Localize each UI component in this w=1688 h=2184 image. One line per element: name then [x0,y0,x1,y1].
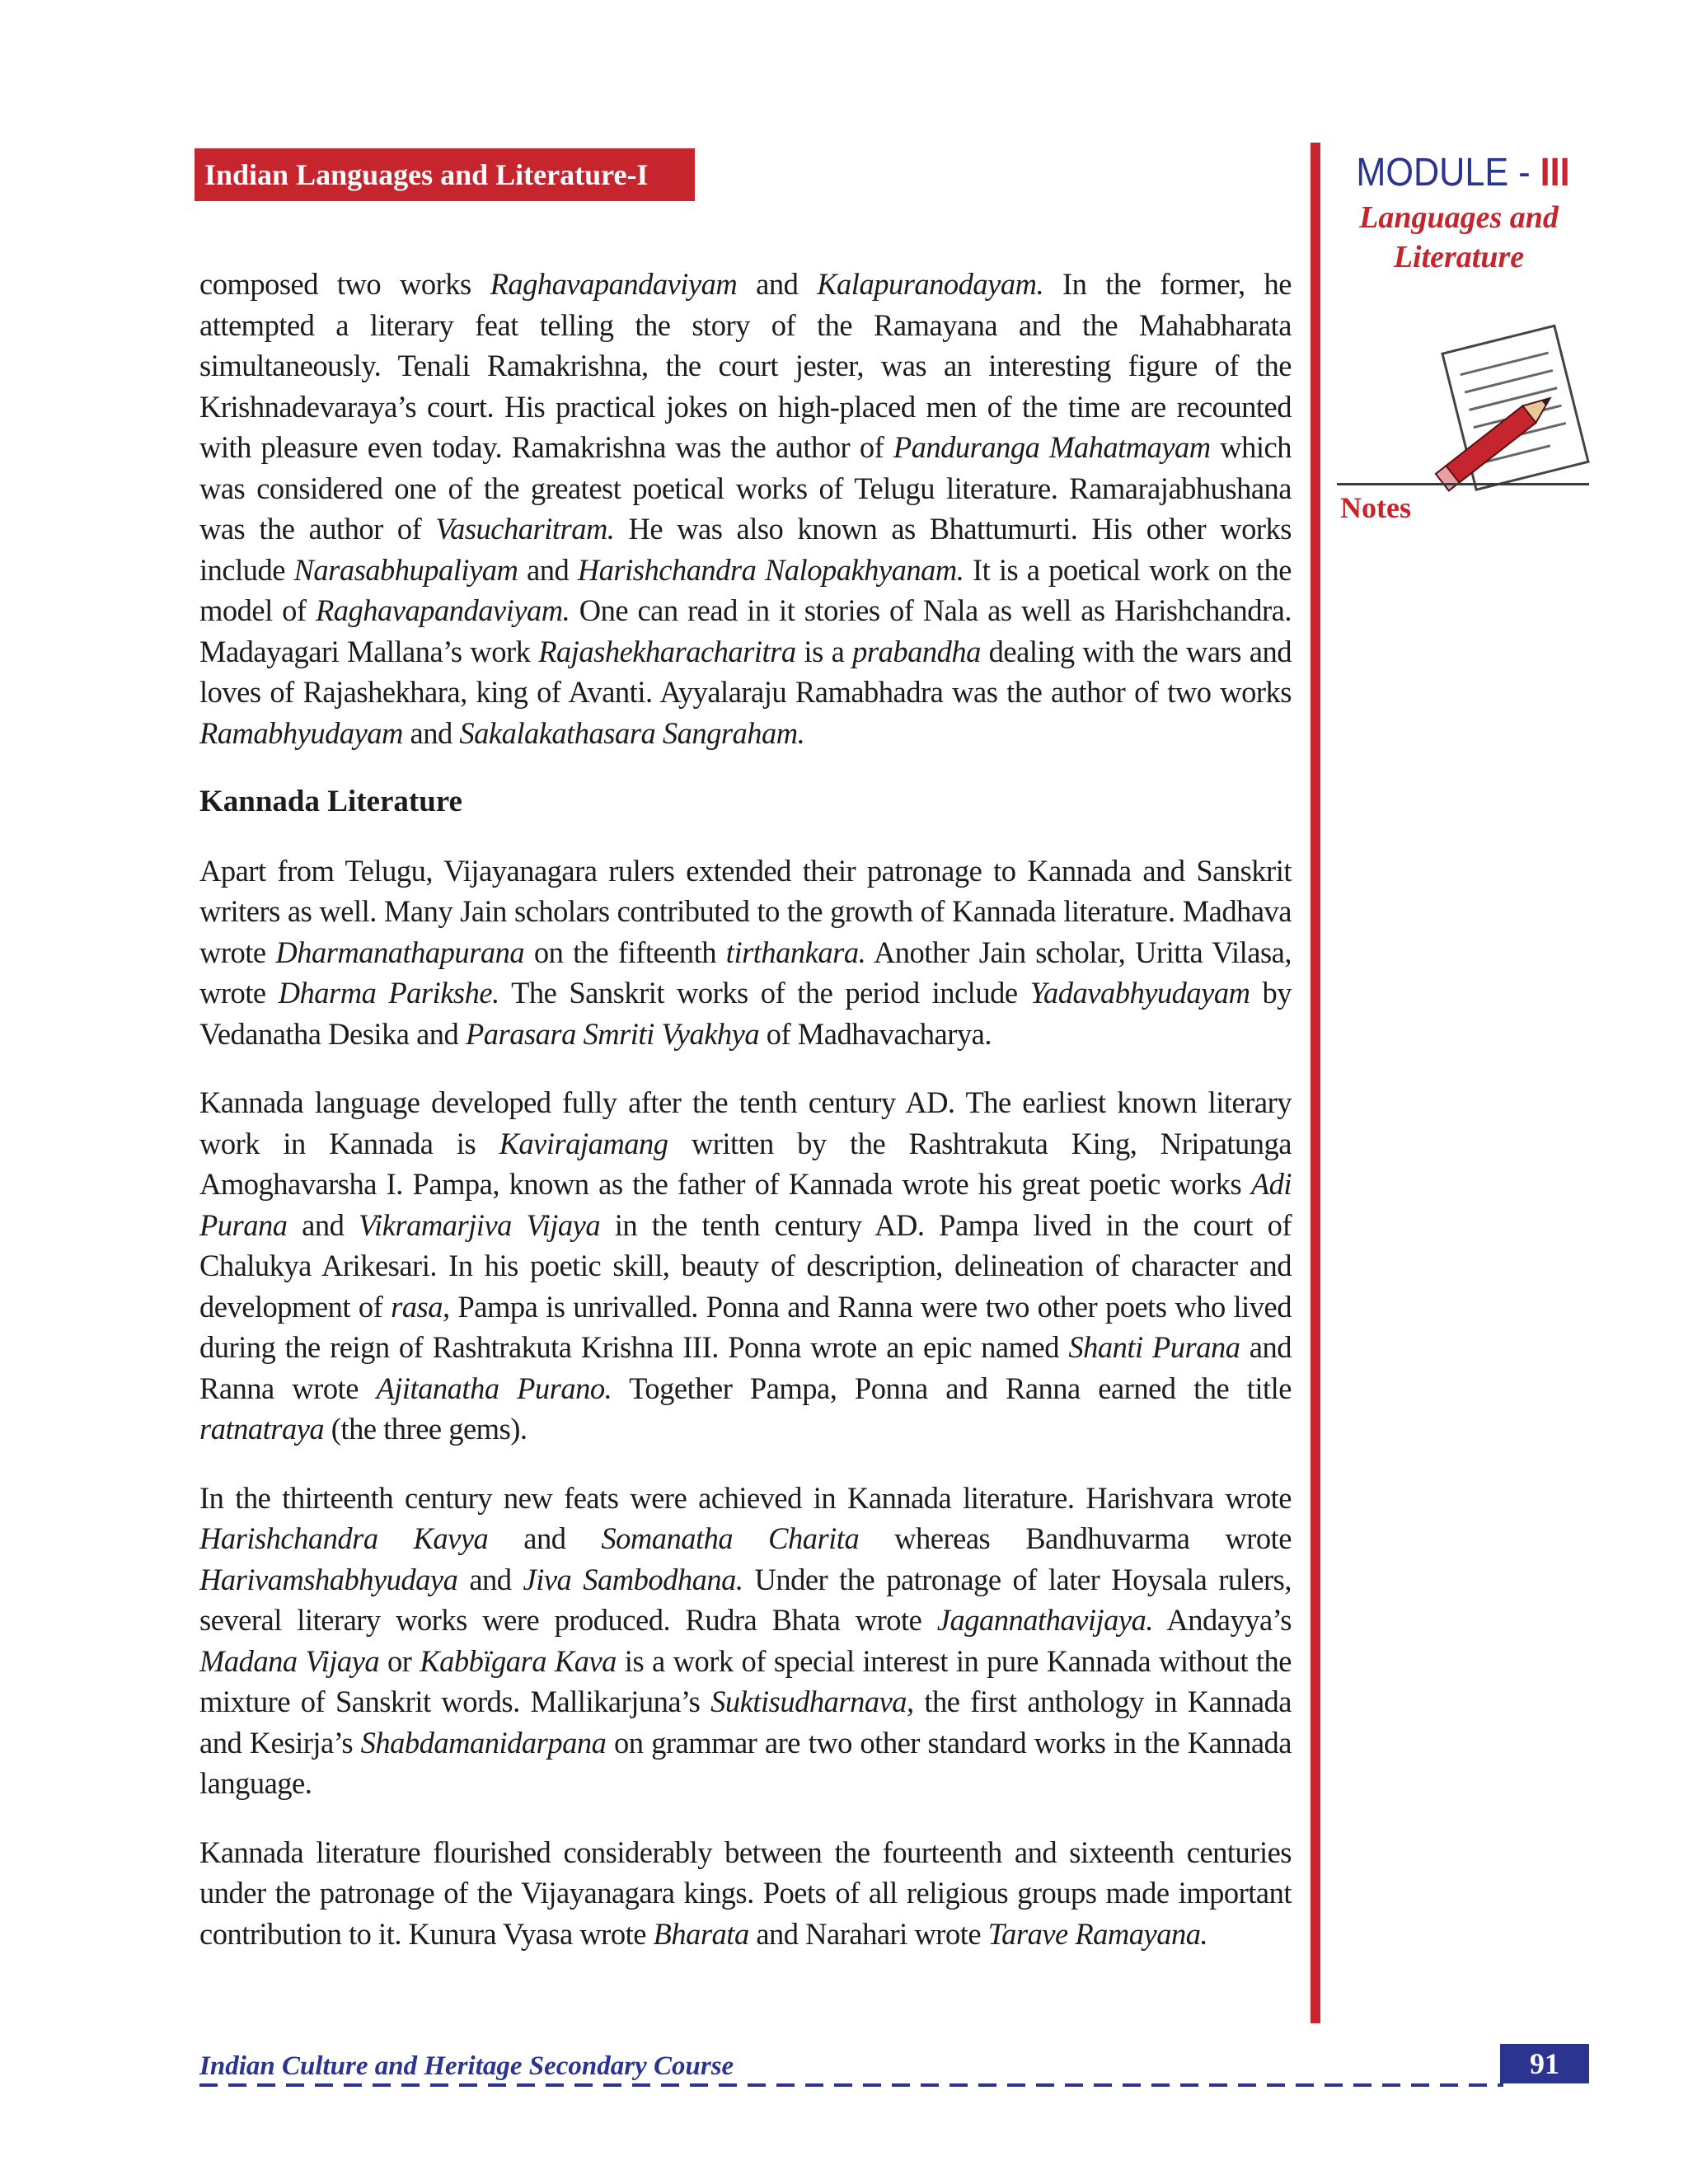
italic-title-text: Narasabhupaliyam [293,552,518,587]
text-run: and [402,715,460,750]
text-run: Kannada literature flourished considerably between the fourteenth and sixteenth centuries under the patronage of the Vijayanagara kings. Poets of all religious groups made important contribution to it. Kunura Vyasa wrote [199,1835,1292,1951]
text-run: Pampa is unrivalled. Ponna and Ranna were two other poets who lived during the reign of Rashtrakuta Krishna III. Ponna wrote an epic named [199,1289,1292,1364]
italic-title-text: Parasara Smriti Vyakhya [465,1016,760,1051]
text-run: Another Jain scholar, Uritta Vilasa, wrote [199,935,1292,1010]
italic-title-text: Sakalakathasara Sangraham. [459,715,805,750]
paragraph [199,264,1292,753]
module-subtitle-line2: Literature [1393,240,1525,274]
margin-divider [1311,143,1320,2023]
italic-title-text: Yadavabhyudayam [1029,976,1250,1010]
text-run: The Sanskrit works of the period include [499,976,1030,1010]
text-run: composed two works [199,267,490,301]
italic-title-text: Shanti Purana [1068,1330,1240,1364]
text-run: In the thirteenth century new feats were achieved in Kannada literature. Harishvara wrote [199,1480,1292,1515]
paragraph [199,1082,1292,1450]
italic-title-text: Madana Vijaya [199,1643,380,1678]
paragraph [199,1832,1292,1955]
text-run: of Madhavacharya. [759,1016,992,1051]
italic-title-text: rasa, [391,1289,450,1324]
text-run: In the former, he attempted a literary feat telling the story of the Ramayana and the Mahabharata simultaneously. Tenali Ramakrishna, the court jester, was an interesting figure of the Krishnadevaraya’s court. His practical jokes on high-placed men of the time are recounted with pleasure even today. Ramakrishna was the author of [199,267,1292,464]
text-run: Under the patronage of later Hoysala rulers, several literary works were produced. Rudra Bhata wrote [199,1562,1292,1637]
chapter-title-banner [195,148,695,201]
paragraph [199,851,1292,1055]
italic-title-text: Harishchandra Nalopakhyanam. [577,552,964,587]
text-run: is a [795,634,853,668]
italic-title-text: Ramabhyudayam [199,715,403,750]
italic-title-text: Suktisudharnava, [710,1685,914,1718]
footer-dashed-rule [199,2083,1503,2087]
italic-title-text: Raghavapandaviyam [490,267,738,301]
text-run: Kannada language developed fully after the tenth century AD. The earliest known literary work in Kannada is [199,1085,1292,1160]
italic-title-text: Jagannathavijaya. [936,1603,1153,1637]
text-run: by Vedanatha Desika and [199,976,1292,1051]
text-run: on grammar are two other standard works in the Kannada language. [199,1725,1292,1800]
italic-title-text: tirthankara. [725,935,866,969]
italic-title-text: Kalapuranodayam. [817,267,1044,301]
italic-title-text: Ajitanatha Purano. [376,1371,612,1405]
text-run: Apart from Telugu, Vijayanagara rulers extended their patronage to Kannada and Sanskrit writers as well. Many Jain scholars contributed to the growth of Kannada literature. Madhava wrote [199,853,1292,969]
italic-title-text: Kavirajamang [499,1126,668,1160]
module-subtitle-line1: Languages and [1359,200,1559,235]
text-run: and [287,1207,359,1242]
body-text [199,264,1292,1954]
section-heading: Kannada Literature [199,785,462,818]
italic-title-text: Harivamshabhyudaya [199,1562,458,1596]
page-number: 91 [1500,2044,1589,2083]
italic-title-text: Panduranga Mahatmayam [893,430,1211,464]
text-run: and [518,552,578,587]
text-run: He was also known as Bhattumurti. His other works include [199,512,1292,587]
italic-title-text: Rajashekharacharitra [538,634,796,668]
text-run: on the fifteenth [524,935,726,969]
text-run: and [737,267,818,301]
italic-title-text: Somanatha Charita [601,1521,860,1555]
italic-title-text: Jiva Sambodhana. [523,1562,743,1596]
module-title [1356,148,1571,198]
text-run: and [457,1562,523,1596]
text-run: which was considered one of the greatest poetical works of Telugu literature. Ramarajabhushana was the author of [199,430,1292,546]
text-run: and Narahari wrote [748,1916,988,1951]
text-run: (the three gems). [324,1412,528,1446]
text-run: the first anthology in Kannada and Kesirja’s [199,1685,1292,1760]
module-number: III [1540,151,1570,194]
text-run: Andayya’s [1152,1603,1292,1637]
text-run: It is a poetical work on the model of [199,552,1292,627]
italic-title-text: Tarave Ramayana. [987,1916,1208,1951]
italic-title-text: prabandha [852,634,981,668]
footer-course-title: Indian Culture and Heritage Secondary Course [199,2051,734,2081]
notes-label: Notes [1340,491,1411,524]
text-run: whereas Bandhuvarma wrote [859,1521,1292,1555]
italic-title-text: Adi Purana [199,1167,1292,1242]
notes-rule [1337,483,1589,485]
chapter-title: Indian Languages and Literature-I [204,158,649,191]
text-run: in the tenth century AD. Pampa lived in the court of Chalukya Arikesari. In his poetic skill, beauty of description, delineation of character and development of [199,1207,1292,1324]
module-subtitle [1343,198,1574,277]
italic-title-text: Bharata [653,1916,749,1951]
text-run: written by the Rashtrakuta King, Nripatunga Amoghavarsha I. Pampa, known as the father of Kannada wrote his great poetic works [199,1126,1292,1201]
text-run: and Ranna wrote [199,1330,1292,1405]
paragraph [199,1478,1292,1804]
text-run: dealing with the wars and loves of Rajashekhara, king of Avanti. Ayyalaraju Ramabhadra was the author of two works [199,634,1292,709]
text-run: is a work of special interest in pure Kannada without the mixture of Sanskrit words. Mallikarjuna’s [199,1643,1292,1718]
text-run: One can read in it stories of Nala as well as Harishchandra. Madayagari Mallana’s work [199,593,1292,668]
italic-title-text: ratnatraya [199,1412,325,1446]
italic-title-text: Vasucharitram. [435,512,615,546]
italic-title-text: Vikramarjiva Vijaya [358,1207,601,1242]
italic-title-text: Dharma Parikshe. [278,976,499,1010]
italic-title-text: Shabdamanidarpana [360,1725,607,1760]
text-run: and [488,1521,602,1555]
italic-title-text: Dharmanathapurana [275,935,525,969]
module-label: MODULE - [1356,151,1540,194]
text-run: or [379,1643,420,1678]
italic-title-text: Raghavapandaviyam. [316,593,570,627]
text-run: Together Pampa, Ponna and Ranna earned the title [612,1371,1292,1405]
italic-title-text: Harishchandra Kavya [199,1521,489,1555]
italic-title-text: Kabbïgara Kava [420,1643,617,1678]
